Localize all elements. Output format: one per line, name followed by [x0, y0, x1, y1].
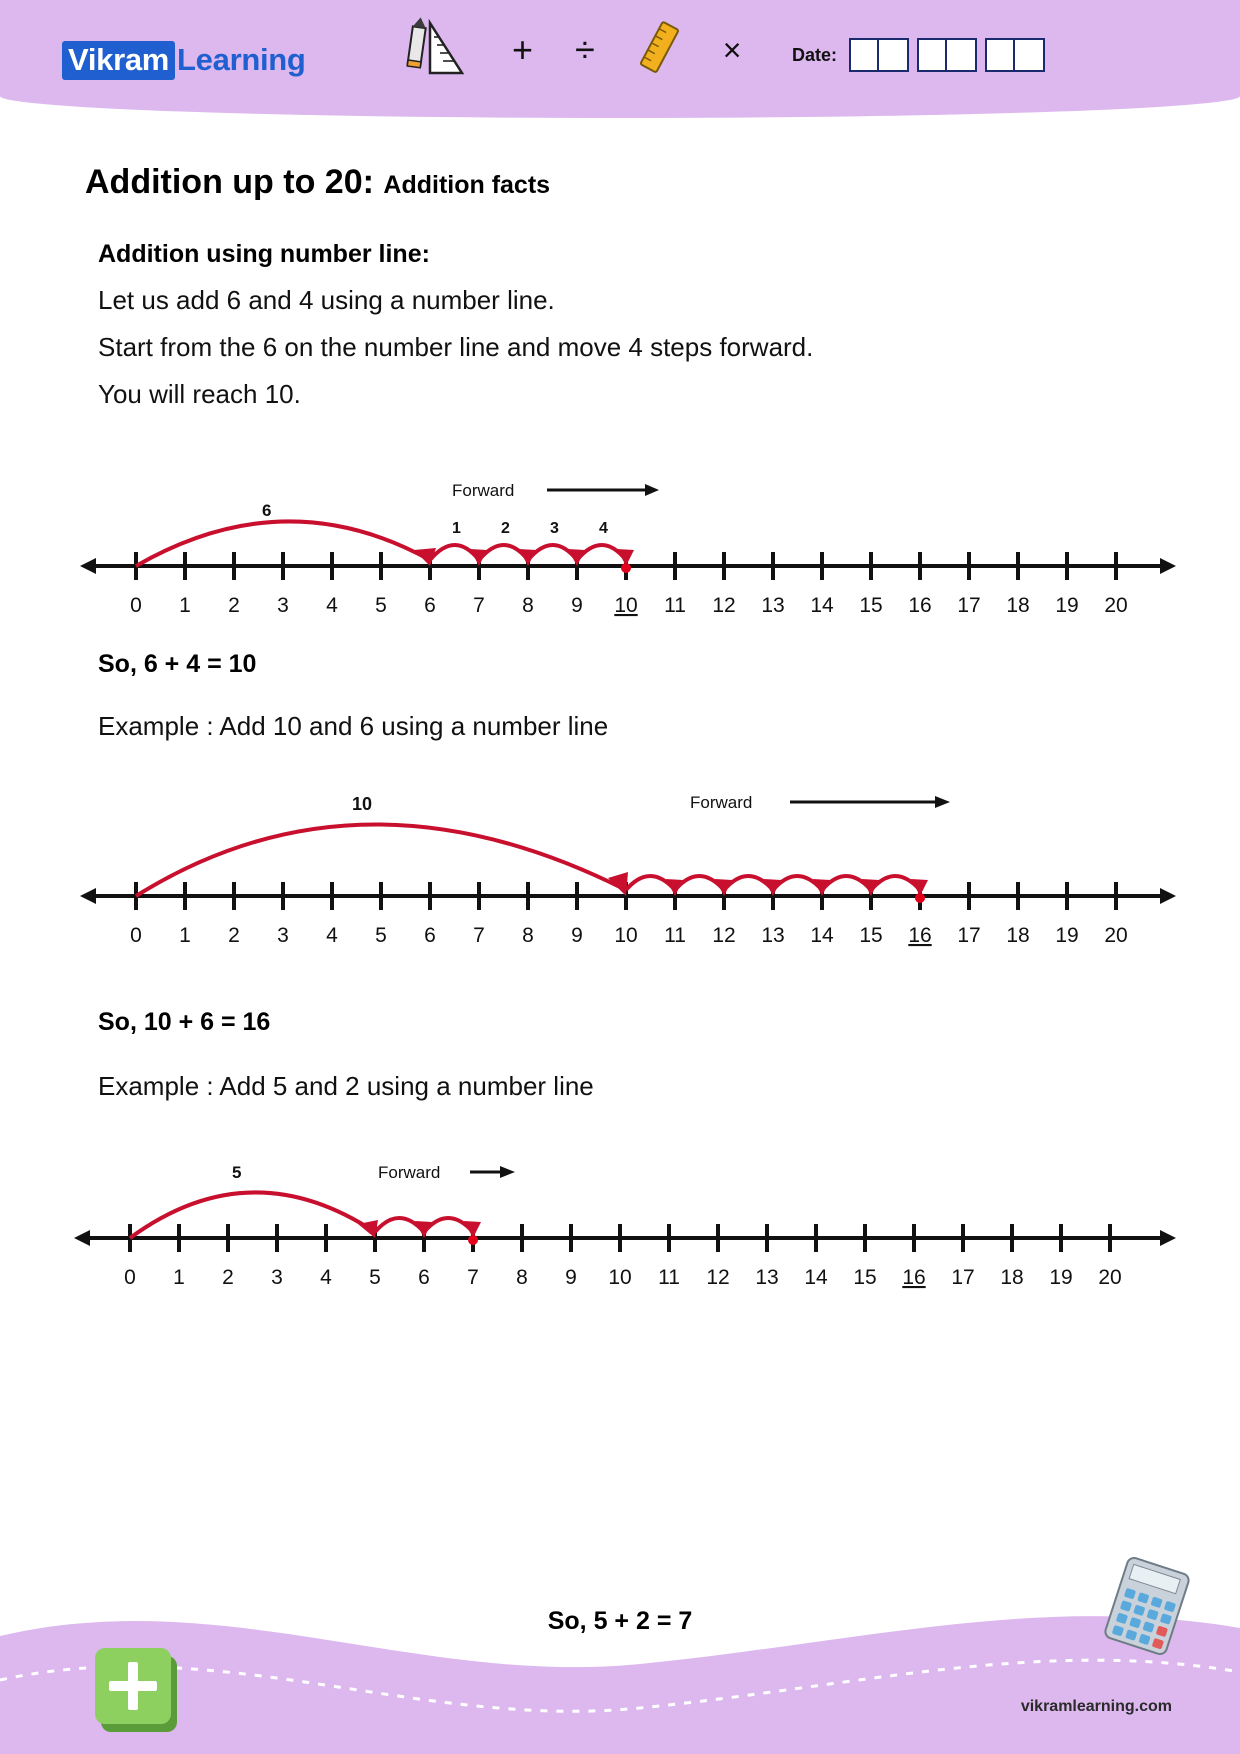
- ruler-icon: [637, 17, 681, 84]
- numberline-5-plus-2: [0, 1128, 1240, 1298]
- tick-label: 18: [1006, 924, 1030, 947]
- tick-label: 1: [179, 924, 191, 947]
- step-label: 2: [501, 520, 510, 537]
- plus-badge-icon: [95, 1648, 179, 1732]
- step-label: 1: [452, 520, 461, 537]
- tick-label: 3: [271, 1266, 283, 1289]
- divide-icon: ÷: [575, 29, 595, 70]
- tick-label: 9: [565, 1266, 577, 1289]
- date-area: [792, 38, 1045, 72]
- tick-label: 5: [369, 1266, 381, 1289]
- tick-label: 11: [664, 924, 686, 947]
- tick-label: 10: [614, 924, 638, 947]
- date-group-month[interactable]: [917, 38, 977, 72]
- worksheet-content: [0, 118, 1240, 1298]
- tick-label: 8: [522, 594, 534, 617]
- tick-label: 15: [859, 924, 883, 947]
- tick-label: 17: [957, 924, 981, 947]
- date-cell[interactable]: [985, 38, 1015, 72]
- date-group-day[interactable]: [849, 38, 909, 72]
- jump-label: 10: [352, 794, 373, 814]
- jump-label: 6: [262, 501, 272, 520]
- result-1: So, 6 + 4 = 10: [98, 650, 257, 678]
- tick-label: 6: [424, 594, 436, 617]
- tick-label: 20: [1098, 1266, 1122, 1289]
- tick-label: 12: [712, 594, 736, 617]
- tick-label: 12: [706, 1266, 730, 1289]
- tick-label: 4: [326, 594, 338, 617]
- tick-label: 7: [467, 1266, 479, 1289]
- header-content: [0, 0, 1240, 100]
- date-label: Date:: [791, 44, 837, 65]
- tick-label: 19: [1055, 924, 1079, 947]
- section-heading: Addition using number line:: [98, 240, 430, 268]
- result-3: So, 5 + 2 = 7: [547, 1607, 693, 1635]
- tick-label: 18: [1006, 594, 1030, 617]
- example-2: Example : Add 5 and 2 using a number line: [98, 1071, 594, 1101]
- tick-label: 14: [810, 924, 834, 947]
- tick-label: 8: [522, 924, 534, 947]
- tick-label: 17: [957, 594, 981, 617]
- instruction-line-1: Let us add 6 and 4 using a number line.: [98, 285, 555, 315]
- date-cell[interactable]: [849, 38, 879, 72]
- tick-label: 9: [571, 594, 583, 617]
- tick-label: 15: [853, 1266, 877, 1289]
- logo-learning: Learning: [177, 42, 306, 77]
- page-header: [0, 0, 1240, 118]
- tick-label: 1: [179, 594, 191, 617]
- forward-label: Forward: [452, 481, 515, 500]
- date-cell[interactable]: [917, 38, 947, 72]
- tick-label-answer: 16: [908, 924, 932, 947]
- tick-label: 18: [1000, 1266, 1024, 1289]
- tick-label: 13: [761, 924, 785, 947]
- tick-label: 13: [761, 594, 785, 617]
- tick-label: 19: [1049, 1266, 1073, 1289]
- tick-label: 0: [130, 594, 142, 617]
- step-label: 3: [550, 520, 559, 537]
- plus-icon: +: [512, 29, 534, 70]
- date-cell[interactable]: [1015, 38, 1045, 72]
- tick-label: 11: [664, 594, 686, 617]
- tick-label: 9: [571, 924, 583, 947]
- numberline-10-plus-6: [0, 766, 1240, 956]
- forward-label: Forward: [378, 1163, 441, 1182]
- tick-label: 13: [755, 1266, 779, 1289]
- date-cell[interactable]: [947, 38, 977, 72]
- tick-label: 6: [418, 1266, 430, 1289]
- tick-label: 4: [320, 1266, 332, 1289]
- tick-label-answer: 10: [614, 594, 638, 617]
- jump-label: 5: [232, 1163, 242, 1182]
- date-boxes[interactable]: [849, 38, 1045, 72]
- multiply-icon: ×: [722, 32, 742, 68]
- tick-label: 11: [658, 1266, 680, 1289]
- tick-label: 2: [228, 924, 240, 947]
- tick-label: 1: [173, 1266, 185, 1289]
- tick-label: 2: [222, 1266, 234, 1289]
- example-1: Example : Add 10 and 6 using a number line: [98, 711, 609, 741]
- tick-label: 19: [1055, 594, 1079, 617]
- tick-label: 8: [516, 1266, 528, 1289]
- footer-site-link[interactable]: vikramlearning.com: [1020, 1698, 1172, 1715]
- page-title: [0, 118, 1240, 202]
- date-group-year[interactable]: [985, 38, 1045, 72]
- numberline-6-plus-4: [0, 448, 1240, 618]
- header-icon-row: [400, 18, 741, 82]
- instruction-line-2: Start from the 6 on the number line and move 4 steps forward.: [98, 332, 814, 362]
- tick-label: 3: [277, 924, 289, 947]
- tick-label: 3: [277, 594, 289, 617]
- tick-label: 2: [228, 594, 240, 617]
- pencil-ruler-icon: [400, 17, 470, 84]
- tick-label: 14: [804, 1266, 828, 1289]
- tick-label: 20: [1104, 594, 1128, 617]
- tick-label: 17: [951, 1266, 975, 1289]
- tick-label: 12: [712, 924, 736, 947]
- tick-label: 4: [326, 924, 338, 947]
- tick-label-answer: 16: [902, 1266, 926, 1289]
- instruction-line-3: You will reach 10.: [98, 379, 301, 409]
- step-label: 4: [599, 520, 608, 537]
- tick-label: 20: [1104, 924, 1128, 947]
- tick-label: 6: [424, 924, 436, 947]
- tick-label: 7: [473, 924, 485, 947]
- tick-label: 0: [130, 924, 142, 947]
- forward-label: Forward: [690, 793, 753, 812]
- tick-label: 0: [124, 1266, 136, 1289]
- page-title-main: Addition up to 20:: [85, 163, 374, 201]
- tick-label: 15: [859, 594, 883, 617]
- date-cell[interactable]: [879, 38, 909, 72]
- page-title-sub: Addition facts: [383, 171, 551, 199]
- tick-label: 5: [375, 594, 387, 617]
- tick-label: 7: [473, 594, 485, 617]
- tick-label: 10: [608, 1266, 632, 1289]
- tick-label: 16: [908, 594, 932, 617]
- logo-vikram: Vikram: [62, 41, 175, 80]
- result-2: So, 10 + 6 = 16: [98, 1008, 271, 1036]
- logo[interactable]: [62, 42, 306, 78]
- page-footer: [0, 1574, 1240, 1754]
- tick-label: 14: [810, 594, 834, 617]
- tick-label: 5: [375, 924, 387, 947]
